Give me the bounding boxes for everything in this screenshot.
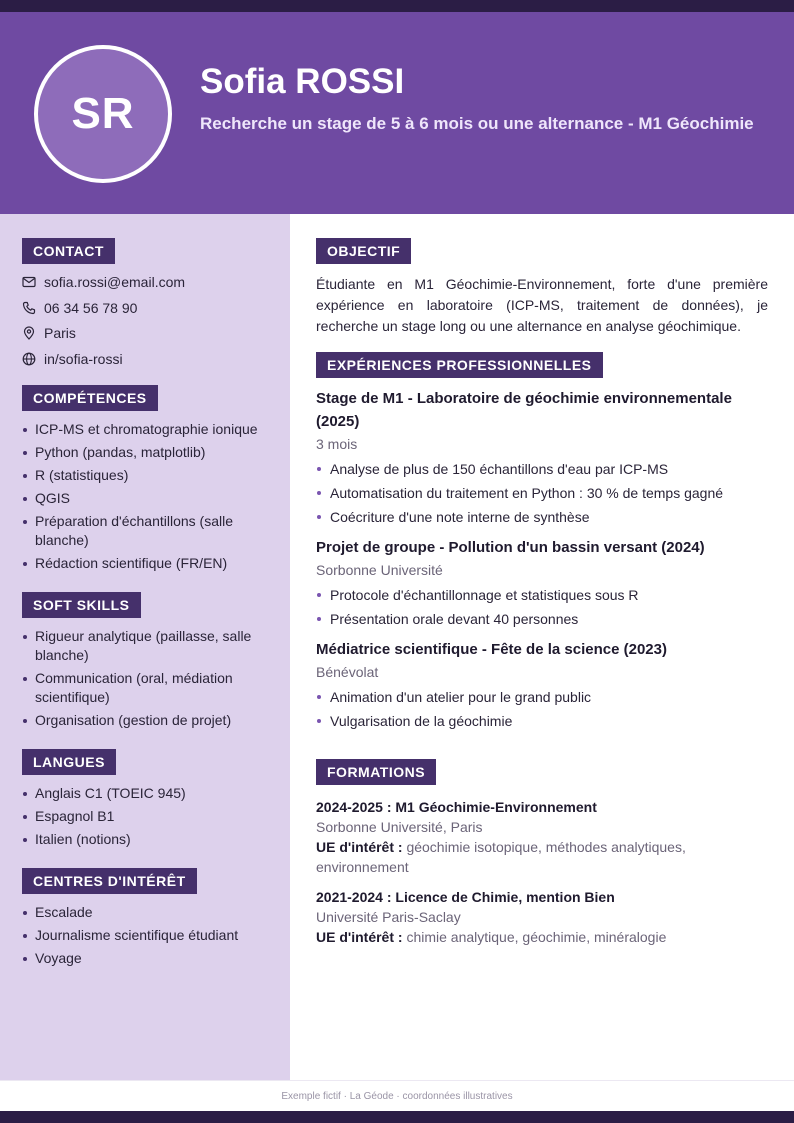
contact-linkedin-text: in/sofia-rossi (44, 350, 123, 367)
education-section (316, 759, 768, 947)
list-item: Italien (notions) (22, 830, 272, 849)
list-item: Communication (oral, médiation scientifique) (22, 669, 272, 707)
list-item: R (statistiques) (22, 466, 272, 485)
education-title: FORMATIONS (316, 759, 436, 785)
resume-header (0, 12, 794, 214)
bottom-bar (0, 1111, 794, 1123)
main-content (290, 214, 794, 1080)
mail-icon (22, 275, 36, 289)
ue-text: géochimie isotopique, méthodes analytiques, environnement (316, 839, 686, 875)
job-bullets (316, 688, 768, 730)
education-degree: 2024-2025 : M1 Géochimie-Environnement (316, 799, 597, 815)
list-item: QGIS (22, 489, 272, 508)
experience-section (316, 352, 768, 736)
objective-title: OBJECTIF (316, 238, 411, 264)
contact-linkedin[interactable] (22, 346, 272, 372)
job-subtitle: Bénévolat (316, 664, 379, 680)
job-subtitle: 3 mois (316, 436, 358, 452)
list-item: Journalisme scientifique étudiant (22, 926, 272, 945)
contact-city (22, 320, 272, 346)
skills-list (22, 420, 272, 573)
list-item: Espagnol B1 (22, 807, 272, 826)
list-item: Protocole d'échantillonnage et statistiques sous R (316, 586, 768, 604)
ue-label: UE d'intérêt : (316, 839, 403, 855)
list-item: Analyse de plus de 150 échantillons d'eau par ICP-MS (316, 460, 768, 478)
list-item: Coécriture d'une note interne de synthèse (316, 508, 768, 526)
objective-section (316, 238, 768, 337)
job-title: Projet de groupe - Pollution d'un bassin versant (2024) (316, 539, 705, 556)
interests-section (22, 868, 272, 972)
phone-icon (22, 301, 36, 315)
contact-email-text: sofia.rossi@email.com (44, 273, 186, 290)
footer (0, 1080, 794, 1111)
languages-section (22, 749, 272, 853)
job-title: Médiatrice scientifique - Fête de la science (2023) (316, 641, 667, 658)
education-entry (316, 887, 768, 947)
globe-icon (22, 352, 36, 366)
job-bullets (316, 460, 768, 526)
footer-text: Exemple fictif · La Géode · coordonnées illustratives (281, 1090, 513, 1102)
avatar-initials: SR (71, 89, 135, 138)
list-item: Organisation (gestion de projet) (22, 711, 272, 730)
skills-title: COMPÉTENCES (22, 385, 158, 411)
list-item: Python (pandas, matplotlib) (22, 443, 272, 462)
education-ue (316, 927, 768, 947)
list-item: Rigueur analytique (paillasse, salle blanche) (22, 627, 272, 665)
soft-skills-section (22, 592, 272, 734)
job-title: Stage de M1 - Laboratoire de géochimie environnementale (2025) (316, 390, 732, 430)
education-entry (316, 797, 768, 877)
list-item: Automatisation du traitement en Python : 30 % de temps gagné (316, 484, 768, 502)
list-item: Vulgarisation de la géochimie (316, 712, 768, 730)
contact-city-text: Paris (44, 325, 76, 342)
job-bullets (316, 586, 768, 628)
ue-label: UE d'intérêt : (316, 929, 403, 945)
contact-title: CONTACT (22, 238, 115, 264)
list-item: Présentation orale devant 40 personnes (316, 610, 768, 628)
education-degree: 2021-2024 : Licence de Chimie, mention Bien (316, 889, 615, 905)
education-ue (316, 837, 768, 877)
sidebar (0, 214, 290, 1080)
list-item: Préparation d'échantillons (salle blanche) (22, 512, 272, 550)
top-bar (0, 0, 794, 12)
candidate-headline: Recherche un stage de 5 à 6 mois ou une alternance - M1 Géochimie (200, 114, 754, 133)
candidate-name: Sofia ROSSI (200, 62, 405, 101)
contact-phone-text: 06 34 56 78 90 (44, 299, 138, 316)
job-entry (316, 387, 768, 526)
soft-skills-list (22, 627, 272, 730)
skills-section (22, 385, 272, 577)
education-school: Université Paris-Saclay (316, 909, 461, 925)
soft-skills-title: SOFT SKILLS (22, 592, 141, 618)
list-item: Anglais C1 (TOEIC 945) (22, 784, 272, 803)
interests-list (22, 903, 272, 968)
contact-phone[interactable] (22, 295, 272, 321)
languages-list (22, 784, 272, 849)
objective-text: Étudiante en M1 Géochimie-Environnement, forte d'une première expérience en laboratoire (ICP-MS, traitement de données), je recherche un stage long ou une alternance en analyse géochimique. (316, 276, 768, 334)
location-pin-icon (22, 326, 36, 340)
job-entry (316, 638, 768, 730)
job-subtitle: Sorbonne Université (316, 562, 443, 578)
interests-title: CENTRES D'INTÉRÊT (22, 868, 197, 894)
list-item: ICP-MS et chromatographie ionique (22, 420, 272, 439)
job-entry (316, 536, 768, 628)
avatar (34, 45, 172, 183)
list-item: Animation d'un atelier pour le grand public (316, 688, 768, 706)
experience-title: EXPÉRIENCES PROFESSIONNELLES (316, 352, 603, 378)
contact-section (22, 238, 272, 372)
languages-title: LANGUES (22, 749, 116, 775)
list-item: Voyage (22, 949, 272, 968)
ue-text: chimie analytique, géochimie, minéralogie (406, 929, 667, 945)
list-item: Escalade (22, 903, 272, 922)
contact-email[interactable] (22, 269, 272, 295)
education-school: Sorbonne Université, Paris (316, 819, 483, 835)
list-item: Rédaction scientifique (FR/EN) (22, 554, 272, 573)
